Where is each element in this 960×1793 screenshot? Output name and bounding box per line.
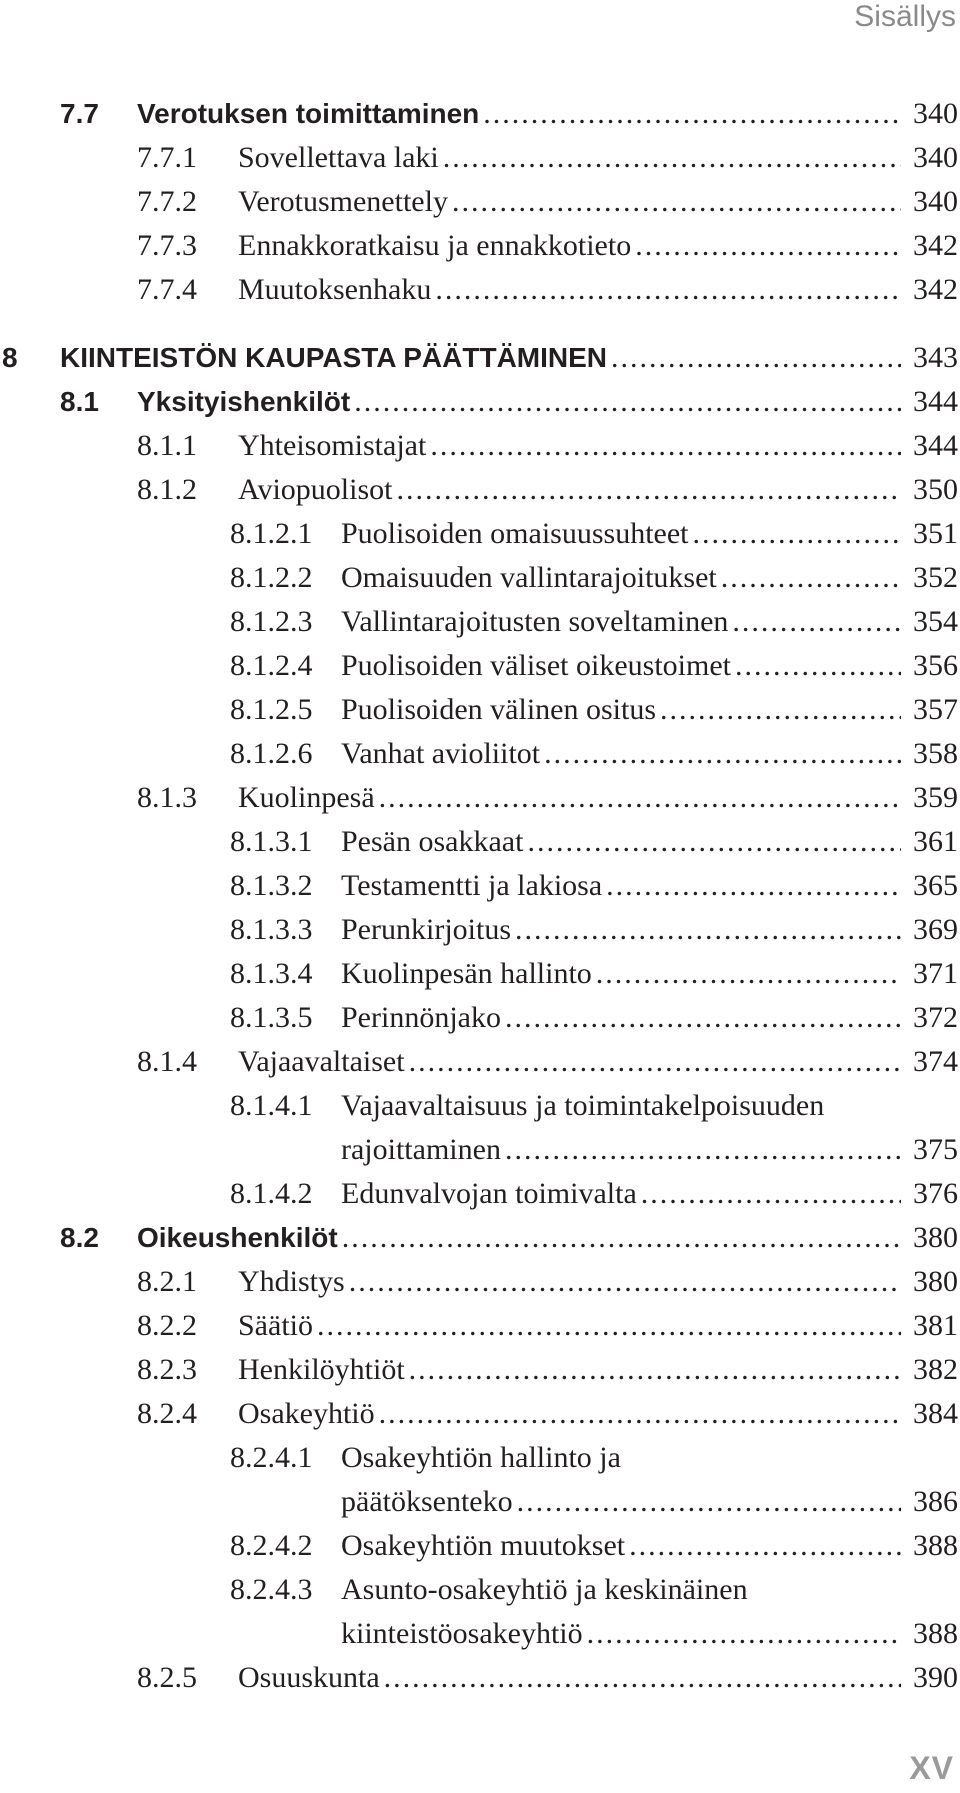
toc-entry-title: rajoittaminen xyxy=(341,1133,501,1166)
toc-entry-number: 8.2.4.3 xyxy=(230,1573,313,1606)
dot-leader xyxy=(732,600,901,644)
toc-entry-page-number: 342 xyxy=(913,273,958,306)
toc-entry[interactable] xyxy=(0,600,960,644)
toc-entry-title-wrap xyxy=(238,1260,903,1304)
toc-entry-title: Verotusmenettely xyxy=(238,185,448,218)
dot-leader xyxy=(354,380,901,424)
toc-entry-title-wrap xyxy=(341,864,903,908)
toc-entry-page-number: 356 xyxy=(913,649,958,682)
dot-leader xyxy=(409,1040,901,1084)
toc-entry-number: 8.1.3 xyxy=(137,781,197,814)
dot-leader xyxy=(379,1392,901,1436)
dot-leader xyxy=(544,732,901,776)
dot-leader xyxy=(735,644,901,688)
toc-entry[interactable] xyxy=(0,1524,960,1568)
toc-entry-number: 8.1.2 xyxy=(137,473,197,506)
dot-leader xyxy=(396,468,901,512)
dot-leader xyxy=(505,996,901,1040)
dot-leader xyxy=(517,1480,901,1524)
toc-entry-title-wrap xyxy=(341,1172,903,1216)
toc-entry[interactable] xyxy=(0,1216,960,1260)
toc-entry-title: Vanhat avioliitot xyxy=(341,737,541,770)
toc-entry-title-wrap xyxy=(238,468,903,512)
toc-entry-title: KIINTEISTÖN KAUPASTA PÄÄTTÄMINEN xyxy=(60,342,608,373)
toc-entry-title: kiinteistöosakeyhtiö xyxy=(341,1617,583,1650)
toc-entry-title: päätöksenteko xyxy=(341,1485,513,1518)
toc-entry-page-number: 340 xyxy=(913,141,958,174)
toc-entry-page-number: 342 xyxy=(913,229,958,262)
toc-entry-page-number: 380 xyxy=(913,1221,958,1254)
toc-entry-title-wrap xyxy=(341,688,903,732)
running-head: Sisällys xyxy=(854,0,956,33)
toc-entry[interactable] xyxy=(0,1656,960,1700)
toc-entry-title: Säätiö xyxy=(238,1309,313,1342)
toc-entry-number: 8.1.1 xyxy=(137,429,197,462)
toc-entry-number: 8.1.4.1 xyxy=(230,1089,313,1122)
toc-entry-title-wrap xyxy=(60,336,903,380)
toc-entry-title-wrap xyxy=(238,776,903,820)
toc-entry-title-wrap xyxy=(238,1656,903,1700)
toc-entry[interactable] xyxy=(0,996,960,1040)
toc-entry-number: 8.1.2.6 xyxy=(230,737,313,770)
dot-leader xyxy=(527,820,901,864)
dot-leader xyxy=(483,92,901,136)
toc-entry-page-number: 388 xyxy=(913,1617,958,1650)
toc-entry-title-wrap xyxy=(341,1084,903,1128)
toc-entry-number: 8.1.2.2 xyxy=(230,561,313,594)
toc-entry[interactable] xyxy=(0,556,960,600)
toc-entry[interactable] xyxy=(0,336,960,380)
toc-entry[interactable] xyxy=(0,180,960,224)
toc-entry[interactable] xyxy=(0,1304,960,1348)
toc-entry-number: 7.7.4 xyxy=(137,273,197,306)
toc-entry[interactable] xyxy=(0,1480,960,1524)
toc-entry-title: Perunkirjoitus xyxy=(341,913,511,946)
toc-entry-title-wrap xyxy=(238,224,903,268)
toc-entry-title: Osuuskunta xyxy=(238,1661,380,1694)
dot-leader xyxy=(635,224,901,268)
toc-entry-title: Yhteisomistajat xyxy=(238,429,427,462)
toc-entry-number: 7.7.1 xyxy=(137,141,197,174)
toc-entry[interactable] xyxy=(0,512,960,556)
toc-entry-title-wrap xyxy=(341,644,903,688)
toc-entry[interactable] xyxy=(0,952,960,996)
toc-entry[interactable] xyxy=(0,1392,960,1436)
toc-entry-title: Aviopuolisot xyxy=(238,473,393,506)
toc-entry[interactable] xyxy=(0,136,960,180)
toc-entry-title-wrap xyxy=(341,820,903,864)
toc-entry[interactable] xyxy=(0,864,960,908)
toc-entry-page-number: 372 xyxy=(913,1001,958,1034)
toc-entry-title-wrap xyxy=(137,1216,903,1260)
toc-entry-page-number: 350 xyxy=(913,473,958,506)
toc-entry-title-wrap xyxy=(341,1480,903,1524)
dot-leader xyxy=(515,908,901,952)
toc-entry-title: Kuolinpesän hallinto xyxy=(341,957,592,990)
dot-leader xyxy=(435,268,901,312)
toc-entry[interactable] xyxy=(0,1612,960,1656)
toc-entry-title-wrap xyxy=(238,1040,903,1084)
dot-leader xyxy=(317,1304,901,1348)
toc-entry-title: Asunto-osakeyhtiö ja keskinäinen xyxy=(341,1573,748,1606)
toc-entry-number: 7.7.2 xyxy=(137,185,197,218)
toc-entry-title: Osakeyhtiön hallinto ja xyxy=(341,1441,621,1474)
toc-entry-title-wrap xyxy=(341,1128,903,1172)
toc-entry[interactable] xyxy=(0,468,960,512)
dot-leader xyxy=(596,952,901,996)
dot-leader xyxy=(606,864,901,908)
toc-entry[interactable] xyxy=(0,688,960,732)
toc-entry-title-wrap xyxy=(341,732,903,776)
toc-entry[interactable] xyxy=(0,380,960,424)
toc-entry-title-wrap xyxy=(137,92,903,136)
toc-entry-page-number: 371 xyxy=(913,957,958,990)
toc-entry-title-wrap xyxy=(341,1524,903,1568)
dot-leader xyxy=(693,512,902,556)
toc-entry-page-number: 357 xyxy=(913,693,958,726)
toc-entry-number: 8 xyxy=(2,342,18,373)
toc-entry-number: 8.2.4.1 xyxy=(230,1441,313,1474)
toc-entry-title: Puolisoiden omaisuussuhteet xyxy=(341,517,689,550)
toc-entry-title-wrap xyxy=(341,1568,903,1612)
toc-entry[interactable] xyxy=(0,908,960,952)
toc-entry-number: 7.7.3 xyxy=(137,229,197,262)
dot-leader xyxy=(342,1216,901,1260)
dot-leader xyxy=(629,1524,901,1568)
toc-entry-page-number: 359 xyxy=(913,781,958,814)
toc-entry[interactable] xyxy=(0,776,960,820)
toc-entry-title-wrap xyxy=(238,1392,903,1436)
toc-entry-title-wrap xyxy=(341,952,903,996)
dot-leader xyxy=(721,556,901,600)
toc-entry-page-number: 344 xyxy=(913,385,958,418)
toc-entry[interactable] xyxy=(0,424,960,468)
toc-entry-page-number: 351 xyxy=(913,517,958,550)
toc-entry-title: Puolisoiden väliset oikeustoimet xyxy=(341,649,731,682)
toc-entry-page-number: 365 xyxy=(913,869,958,902)
dot-leader xyxy=(505,1128,901,1172)
toc-entry[interactable] xyxy=(0,820,960,864)
toc-entry-title-wrap xyxy=(341,600,903,644)
toc-entry-title: Perinnönjako xyxy=(341,1001,501,1034)
toc-entry-title-wrap xyxy=(341,1612,903,1656)
toc-entry-title: Verotuksen toimittaminen xyxy=(137,98,480,129)
toc-entry-number: 8.1.2.4 xyxy=(230,649,313,682)
toc-entry-page-number: 340 xyxy=(913,185,958,218)
toc-entry-title-wrap xyxy=(341,908,903,952)
toc-entry-title: Vajaavaltaiset xyxy=(238,1045,405,1078)
toc-entry-page-number: 388 xyxy=(913,1529,958,1562)
toc-entry-page-number: 369 xyxy=(913,913,958,946)
dot-leader xyxy=(641,1172,901,1216)
toc-entry-number: 8.2 xyxy=(60,1222,99,1253)
toc-entry-page-number: 390 xyxy=(913,1661,958,1694)
toc-entry-page-number: 376 xyxy=(913,1177,958,1210)
toc-entry-page-number: 352 xyxy=(913,561,958,594)
toc-entry-title: Omaisuuden vallintarajoitukset xyxy=(341,561,717,594)
toc-entry-number: 8.2.3 xyxy=(137,1353,197,1386)
toc-entry-page-number: 374 xyxy=(913,1045,958,1078)
toc-entry[interactable] xyxy=(0,1348,960,1392)
dot-leader xyxy=(611,336,901,380)
toc-entry-number: 8.2.2 xyxy=(137,1309,197,1342)
toc-entry-number: 8.1.3.1 xyxy=(230,825,313,858)
toc-entry-title: Henkilöyhtiöt xyxy=(238,1353,405,1386)
toc-entry-page-number: 375 xyxy=(913,1133,958,1166)
toc-entry-page-number: 381 xyxy=(913,1309,958,1342)
toc-entry[interactable] xyxy=(0,1128,960,1172)
toc-entry-title: Pesän osakkaat xyxy=(341,825,524,858)
toc-entry-title-wrap xyxy=(238,424,903,468)
page-folio: XV xyxy=(909,1750,954,1786)
toc-entry-title: Ennakkoratkaisu ja ennakkotieto xyxy=(238,229,632,262)
toc-entry-number: 8.2.5 xyxy=(137,1661,197,1694)
dot-leader xyxy=(409,1348,901,1392)
toc-entry-page-number: 386 xyxy=(913,1485,958,1518)
toc-entry-title-wrap xyxy=(238,1304,903,1348)
toc-entry-title: Osakeyhtiön muutokset xyxy=(341,1529,626,1562)
toc-entry-page-number: 340 xyxy=(913,97,958,130)
dot-leader xyxy=(349,1260,901,1304)
toc-entry-title: Vallintarajoitusten soveltaminen xyxy=(341,605,729,638)
toc-entry-title: Vajaavaltaisuus ja toimintakelpoisuuden xyxy=(341,1089,825,1122)
toc-entry-page-number: 382 xyxy=(913,1353,958,1386)
toc-entry-page-number: 343 xyxy=(913,341,958,374)
dot-leader xyxy=(443,136,901,180)
toc-entry-title: Kuolinpesä xyxy=(238,781,375,814)
toc-entry-number: 8.1.3.3 xyxy=(230,913,313,946)
toc-entry-page-number: 380 xyxy=(913,1265,958,1298)
toc-entry-number: 8.1.2.1 xyxy=(230,517,313,550)
toc-entry-page-number: 354 xyxy=(913,605,958,638)
toc-entry-number: 8.2.4 xyxy=(137,1397,197,1430)
dot-leader xyxy=(430,424,901,468)
toc-entry-number: 8.1.4 xyxy=(137,1045,197,1078)
toc-entry-title-wrap xyxy=(238,268,903,312)
dot-leader xyxy=(379,776,901,820)
toc-entry-number: 7.7 xyxy=(60,98,99,129)
toc-entry-page-number: 344 xyxy=(913,429,958,462)
toc-entry-page-number: 361 xyxy=(913,825,958,858)
toc-entry-title-wrap xyxy=(238,136,903,180)
toc-entry-number: 8.1 xyxy=(60,386,99,417)
toc-entry-title: Oikeushenkilöt xyxy=(137,1222,338,1253)
table-of-contents xyxy=(0,92,960,1700)
toc-entry-title-wrap xyxy=(238,1348,903,1392)
toc-entry-number: 8.2.4.2 xyxy=(230,1529,313,1562)
toc-entry[interactable] xyxy=(0,1084,960,1128)
toc-entry-number: 8.1.2.5 xyxy=(230,693,313,726)
toc-entry-title: Testamentti ja lakiosa xyxy=(341,869,603,902)
toc-entry[interactable] xyxy=(0,1436,960,1480)
toc-entry-page-number: 358 xyxy=(913,737,958,770)
dot-leader xyxy=(384,1656,901,1700)
toc-entry[interactable] xyxy=(0,1040,960,1084)
dot-leader xyxy=(452,180,901,224)
toc-entry-title-wrap xyxy=(341,1436,903,1480)
dot-leader xyxy=(660,688,901,732)
toc-entry-number: 8.2.1 xyxy=(137,1265,197,1298)
toc-entry[interactable] xyxy=(0,732,960,776)
toc-entry-title: Yksityishenkilöt xyxy=(137,386,351,417)
dot-leader xyxy=(587,1612,901,1656)
toc-entry-title: Edunvalvojan toimivalta xyxy=(341,1177,637,1210)
toc-entry-number: 8.1.4.2 xyxy=(230,1177,313,1210)
toc-entry-title: Muutoksenhaku xyxy=(238,273,432,306)
toc-entry[interactable] xyxy=(0,268,960,312)
toc-entry-title-wrap xyxy=(341,556,903,600)
toc-entry[interactable] xyxy=(0,644,960,688)
toc-entry[interactable] xyxy=(0,92,960,136)
toc-entry-number: 8.1.2.3 xyxy=(230,605,313,638)
toc-entry-title: Yhdistys xyxy=(238,1265,345,1298)
toc-entry[interactable] xyxy=(0,1568,960,1612)
toc-entry-title-wrap xyxy=(238,180,903,224)
toc-entry[interactable] xyxy=(0,1172,960,1216)
toc-entry-title: Sovellettava laki xyxy=(238,141,439,174)
toc-entry-page-number: 384 xyxy=(913,1397,958,1430)
toc-entry-number: 8.1.3.2 xyxy=(230,869,313,902)
toc-entry-title-wrap xyxy=(341,512,903,556)
toc-entry-title-wrap xyxy=(341,996,903,1040)
toc-entry[interactable] xyxy=(0,1260,960,1304)
toc-entry[interactable] xyxy=(0,224,960,268)
toc-entry-number: 8.1.3.5 xyxy=(230,1001,313,1034)
toc-entry-number: 8.1.3.4 xyxy=(230,957,313,990)
toc-entry-title: Puolisoiden välinen ositus xyxy=(341,693,656,726)
toc-entry-title-wrap xyxy=(137,380,903,424)
toc-entry-title: Osakeyhtiö xyxy=(238,1397,375,1430)
